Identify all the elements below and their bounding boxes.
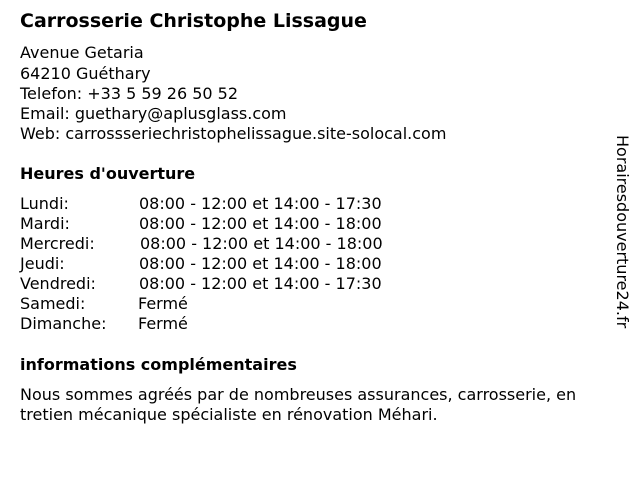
time-value: 08:00 - 12:00 et 14:00 - 17:30 (139, 274, 382, 293)
hours-heading: Heures d'ouverture (20, 164, 196, 183)
time-value: 08:00 - 12:00 et 14:00 - 18:00 (140, 234, 383, 253)
day-label: Dimanche: (20, 314, 107, 333)
day-label: Mardi: (20, 214, 70, 233)
day-label: Lundi: (20, 194, 69, 213)
phone-line: Telefon: +33 5 59 26 50 52 (20, 84, 239, 103)
day-label: Vendredi: (20, 274, 96, 293)
email-line: Email: guethary@aplusglass.com (20, 104, 287, 123)
web-line: Web: carrossseriechristophelissague.site-solocal.com (20, 124, 447, 143)
time-value: 08:00 - 12:00 et 14:00 - 18:00 (139, 254, 382, 273)
info-description: Nous sommes agréés par de nombreuses assurances, carrosserie, en tretien mécanique spécialiste en rénovation Méhari. (20, 385, 577, 424)
address-city: 64210 Guéthary (20, 64, 151, 83)
info-heading: informations complémentaires (20, 355, 297, 374)
day-label: Mercredi: (20, 234, 95, 253)
business-name: Carrosserie Christophe Lissague (20, 10, 367, 32)
site-watermark: Horairesdouverture24.fr (613, 135, 632, 329)
time-value: Fermé (138, 314, 188, 333)
time-value: Fermé (138, 294, 188, 313)
time-value: 08:00 - 12:00 et 14:00 - 18:00 (139, 214, 382, 233)
address-street: Avenue Getaria (20, 43, 144, 62)
day-label: Jeudi: (20, 254, 65, 273)
day-label: Samedi: (20, 294, 86, 313)
time-value: 08:00 - 12:00 et 14:00 - 17:30 (139, 194, 382, 213)
